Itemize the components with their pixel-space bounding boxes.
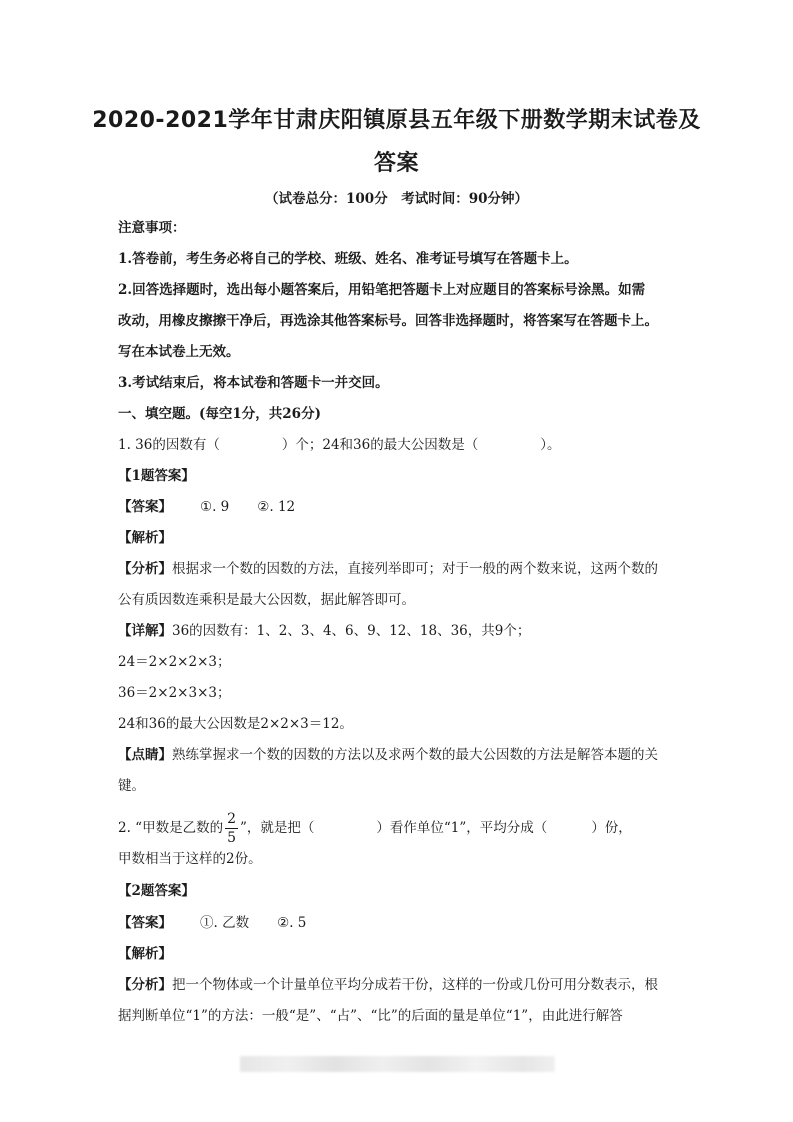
section-1-heading: 一、填空题。(每空1分，共26分) <box>118 406 321 422</box>
q2-line-2: 甲数相当于这样的2份。 <box>118 851 262 867</box>
q1-calc-2: 36＝2×2×3×3； <box>118 685 231 701</box>
q2-answer <box>118 913 688 933</box>
blurred-watermark <box>240 1056 555 1072</box>
q1-answer-heading: 【1题答案】 <box>118 468 195 484</box>
q2-analysis-heading: 【解析】 <box>118 946 172 962</box>
question-1 <box>118 435 688 455</box>
note-1: 1.答卷前，考生务必将自己的学校、班级、姓名、准考证号填写在答题卡上。 <box>118 251 578 267</box>
page-title-line-2: 答案 <box>373 151 419 176</box>
q1-calc-3: 24和36的最大公因数是2×2×3＝12。 <box>118 716 353 732</box>
note-2-line-2: 改动，用橡皮擦擦干净后，再选涂其他答案标号。回答非选择题时，将答案写在答题卡上。 <box>118 313 658 329</box>
q2-text-a: 2. “甲数是乙数的 <box>118 820 224 836</box>
q2-text-d: ）份， <box>591 820 632 836</box>
q2-text-b: ”，就是把（ <box>240 820 315 836</box>
q1-text-c: ）。 <box>540 437 561 453</box>
q2-fenxi-text: 把一个物体或一个计量单位平均分成若干份，这样的一份或几份可用分数表示，根 <box>172 977 658 993</box>
xiangjie-label: 【详解】 <box>118 623 172 639</box>
q1-answer-1: ①. 9 <box>200 499 230 515</box>
fraction <box>225 812 238 845</box>
q1-fenxi-line-2: 公有质因数连乘积是最大公因数，据此解答即可。 <box>118 592 415 608</box>
q1-xiangjie-text: 36的因数有：1、2、3、4、6、9、12、18、36，共9个； <box>172 623 531 639</box>
q1-dianjing-text: 熟练掌握求一个数的因数的方法以及求两个数的最大公因数的方法是解答本题的关 <box>172 747 658 763</box>
q1-calc-1: 24＝2×2×2×3； <box>118 654 231 670</box>
answer-label: 【答案】 <box>118 915 172 931</box>
q1-answer <box>118 497 688 517</box>
fenxi-label: 【分析】 <box>118 561 172 577</box>
note-2-line-3: 写在本试卷上无效。 <box>118 344 240 360</box>
q1-xiangjie <box>118 621 688 641</box>
note-3: 3.考试结束后，将本试卷和答题卡一并交回。 <box>118 375 389 391</box>
dianjing-label: 【点睛】 <box>118 747 172 763</box>
q2-text-c: ）看作单位“1”，平均分成（ <box>376 820 548 836</box>
q2-fenxi-line-1 <box>118 975 688 995</box>
q1-analysis-heading: 【解析】 <box>118 530 172 546</box>
q2-answer-1: ①. 乙数 <box>200 915 250 931</box>
answer-label: 【答案】 <box>118 499 172 515</box>
exam-info: （试卷总分：100分 考试时间：90分钟） <box>265 191 528 207</box>
q2-answer-2: ②. 5 <box>277 915 307 931</box>
q1-answer-2: ②. 12 <box>257 499 296 515</box>
q2-fenxi-line-2: 据判断单位“1”的方法：一般“是”、“占”、“比”的后面的量是单位“1”，由此进行解答 <box>118 1008 623 1024</box>
q1-text-a: 1. 36的因数有（ <box>118 437 220 453</box>
q1-fenxi-line-1 <box>118 559 688 579</box>
fenxi-label: 【分析】 <box>118 977 172 993</box>
q1-dianjing-line-2: 键。 <box>118 778 145 794</box>
question-2 <box>118 812 688 845</box>
notes-heading: 注意事项： <box>118 220 186 236</box>
q1-text-b: ）个；24和36的最大公因数是（ <box>281 437 479 453</box>
note-2-line-1: 2.回答选择题时，选出每小题答案后，用铅笔把答题卡上对应题目的答案标号涂黑。如需 <box>118 282 646 298</box>
page-title-line-1: 2020-2021学年甘肃庆阳镇原县五年级下册数学期末试卷及 <box>92 108 701 133</box>
fraction-denominator: 5 <box>227 830 236 846</box>
q1-dianjing-line-1 <box>118 745 688 765</box>
fraction-numerator: 2 <box>227 811 236 827</box>
q2-answer-heading: 【2题答案】 <box>118 883 195 899</box>
q1-fenxi-text: 根据求一个数的因数的方法，直接列举即可；对于一般的两个数来说，这两个数的 <box>172 561 658 577</box>
